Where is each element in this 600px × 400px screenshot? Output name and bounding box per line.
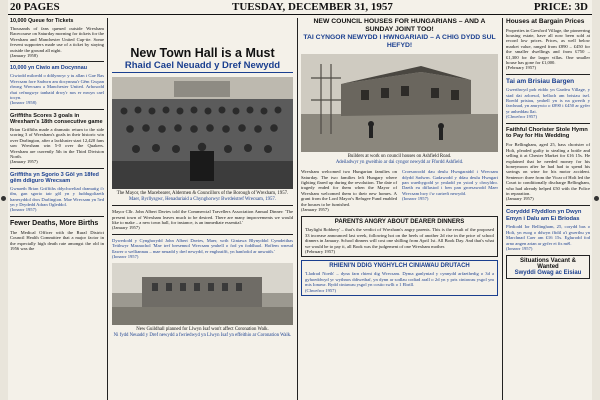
right-column [301, 18, 498, 296]
divider [10, 61, 104, 62]
box-title-welsh: RHIENI'N DDIG YNGHYLCH CINIAWAU DRUTACH [329, 263, 470, 270]
divider [10, 109, 104, 110]
dinners-box-welsh [301, 260, 498, 296]
story-date-welsh: (Ionawr 1957) [402, 196, 429, 202]
story-pair [301, 169, 498, 212]
box-date-welsh: (Chwefror 1957) [305, 287, 336, 293]
story-title: Faithful Chorister Stole Hymn to Pay for His Wedding [506, 126, 588, 140]
center-column [112, 18, 293, 339]
story-title-welsh: Coryddd Ffyddlon yn Dwyn Emyn i Dalu am Ei Briodas [506, 208, 582, 222]
story-body: Wrexham welcomed two Hungarian families on Saturday. The two families left Hungary where fighting flared up during the revolution. The date of tragedy ended for them when the Mayor of Wrexham welcomed them to their new homes. A grant from the Lord Mayor's Refugee Fund enabled the houses to be furnished. [301, 169, 397, 207]
story-body-welsh: Dywedodd y Cynghorydd John Albert Davies, Maer, wrth Giniawa Blynyddol Cymdeithas Teithwyr Masnachol 'Mae tref bresennol Wrecsam ymhell o fod yn foddhaol. Hoffem wneud llawer o welliannau – mae neuadd y dref newydd, er enghraifft, yn hanfodol ar unwaith.' [112, 237, 293, 254]
story-date: (February 1957) [506, 65, 536, 71]
council-group-photo-image [112, 77, 293, 189]
story-body: The Medical Officer with the Rural District Council Health Committee that a major factor in the especially high death rate amongst the old in 1956 was the [10, 229, 104, 251]
far-right-column [506, 18, 590, 279]
story-body-welsh: Croesawodd dau deulu Hwngaraidd i Wrecsam ddydd Sadwrn. Gadawodd y ddau deulu Hwngari pan waethygodd yr ymladd yn ystod y chwyldro. Daeth eu diflastod i ben pan groesawodd Maer Wrecsam hwy i'w cartrefi newydd. [402, 169, 498, 196]
story-date: (January 1957) [301, 207, 329, 213]
divider [112, 234, 293, 235]
guildhall-photo-image [112, 263, 293, 325]
price: PRICE: 3D [533, 1, 588, 13]
story-body-welsh: Gwerthwyd pob eiddo yn Gardeu Village, y stad dai arloesol, bellach am brisiau isel. Roedd prisiau, ymhell yn is na gwerth y farchnad, yn amrywio o £890 i £450 ar gyfer yr anheddau llai. [506, 87, 590, 114]
story-body: Brian Griffiths made a dramatic return to the side scoring 3 of Wrexham's goals in their historic win over Darlington, after a lackluster start 12,420 fans saw Wrexham win 5-0 over the Quakers. Wrexham are currently 5th in the Third Division North. [10, 126, 104, 159]
box-body-welsh: 'Lladrad Noeth' – dyna farn rhieni dig Wrecsam. Dyma ganlyniad y cynnydd arfaethedig o 3d a gyhoeddwyd yr wythnos ddiwethaf, yn dynn ar sodlau codiad arall o 2d yn y pris ciniawau ysgol ym mis Ionawr. Bydd ciniawau ysgol yn costio swllt o 1 Ebrill. [305, 271, 494, 288]
story-title-welsh: 10,000 yn Ciwio am Docynnau [10, 65, 87, 72]
divider [10, 216, 104, 217]
column-rule [502, 18, 503, 400]
story-body: Mayor Cllr. John Albert Davies told the Commercial Travellers Association Annual Dinner: 'The present town of Wrexham leaves much to be desired. There are many improvements we would like to make – a new town hall, for instance, is an immediate essential.' [112, 209, 293, 225]
classifieds-box [506, 255, 590, 279]
story-date-welsh: (Chwefror 1957) [506, 114, 537, 120]
box-body: 'Daylight Robbery' – that's the verdict of Wrexham's angry parents. This is the result of the proposed 33 increase announced last week, following hot on the heels of another 2d rise in the price of school dinners in January. School dinners will cost one shilling from April 1st. All Book Day. And that's what we would be to pay it, all Book was the judgement of one Wrexham mother. [305, 227, 494, 249]
story-body-welsh: Ciwiodd miloedd o ddilynwyr y tu allan i Gae Ras Wrecsam fore Sadwrn am docynnau'r Gêm Gwpan rhwng Wrecsam a Manchester United. Arhosodd rhai cefnogwyr tanbaid drwy'r nos er mwyn cael tocyn. [10, 73, 104, 101]
story-date-welsh: (Ionawr 1957) [10, 207, 37, 213]
photo-caption: New Guildhall planned for Llwyn Isaf won't affect Coronation Walk. [136, 327, 269, 333]
story-date: (January 1957) [112, 225, 140, 231]
box-date: (February 1957) [305, 249, 335, 255]
photo-caption-welsh: Adeiladwyr yn gweithio ar dai cyngor newydd ar Ffordd Ashfield. [335, 159, 464, 165]
council-houses-photo-image [301, 54, 498, 152]
story-date-welsh: (Ionawr 1957) [506, 245, 533, 251]
issue-date: TUESDAY, DECEMBER 31, 1957 [232, 1, 393, 13]
story-title: Griffiths Scores 3 goals in Wrexham's 18th consecutive game [10, 112, 103, 125]
story-welsh [402, 169, 498, 212]
headline: New Town Hall is a Must [130, 46, 275, 60]
story-title: 10,000 Queue for Tickets [10, 18, 74, 24]
story-date-welsh: (Ionawr 1957) [112, 254, 139, 260]
story-date: (January 1957) [506, 196, 534, 202]
newspaper-page [8, 0, 592, 400]
guildhall-photo [112, 263, 293, 325]
story-body-welsh: Gwnaeth Brian Griffiths ddychweliad dramatig i'r tîm, gan sgorio tair gôl yn y fuddugoliaeth hanesyddol dros Darlington. Mae Wrecsam yn 5ed yn y Drydedd Adran Ogleddol. [10, 185, 104, 207]
story-title-welsh: Tai am Brisiau Bargen [506, 77, 575, 85]
box-title: PARENTS ANGRY ABOUT DEARER DINNERS [334, 219, 465, 226]
photo-caption: Builders at work on council houses on Ashfield Road. [347, 154, 452, 159]
column-rule [107, 18, 108, 400]
divider [506, 205, 590, 206]
headline: NEW COUNCIL HOUSES FOR HUNGARIANS – AND A SUNDAY JOINT TOO! [313, 18, 486, 33]
photo-caption: The Mayor, the Macebearer, Aldermen & Councillors of the Borough of Wrexham, 1957. [116, 191, 289, 196]
spacer [112, 18, 293, 46]
council-group-photo [112, 77, 293, 189]
story-body: Properties in Gresford Village, the pioneering housing estate, have all now been sold at record low prices. Prices, as well below market value, ranged from £890 – £450 for the smaller dwellings and from £750 – £1,300 for the larger villas. One smaller house has gone for £1,000. [506, 27, 590, 65]
story-english [301, 169, 397, 212]
headline-welsh: TAI CYNGOR NEWYDD I HWNGARIAID – A CHIG DYDD SUL HEFYD! [303, 34, 496, 49]
story-date-welsh: (Ionawr 1958) [10, 100, 37, 106]
divider [506, 123, 590, 124]
story-date: (January 1958) [10, 53, 38, 59]
page-count: 20 PAGES [10, 1, 60, 13]
story-body: Thousands of fans queued outside Wrexham Racecourse on Saturday morning for tickets for the Wrexham and Manchester United Cup-tie. Some fervent supporters made use of a ticket by staying outside the ground all night. [10, 26, 105, 53]
story-body-welsh: Plediodd Ior Bellingham, 25, corydd bas o Holt, yn euog o ddwyn ffidil a'i gwerthu yn Marchnad Caer am £16 15s. Eglurodd fod arno angen arian ar gyfer ei fis mêl. [506, 224, 590, 246]
divider [506, 74, 590, 75]
divider [10, 168, 104, 169]
pushpin-icon [594, 196, 599, 201]
story-title-welsh: Griffiths yn Sgorio 3 Gôl yn 18fed gêm ddiguro Wrecsam [10, 171, 99, 184]
divider [112, 205, 293, 206]
story-body: For Bellingham, aged 25, bass chorister of Holt, pleaded guilty to stealing a bottle and selling it at Chester Market for £16 15s. He explained that he needed money for his honeymoon after he had had to spend his savings on wine for his motor accident. Sentence: three from the Vicar of Holt led the Court to conditionally discharge Bellingham, who had already helped £50 with the Police in reparation. [506, 142, 590, 196]
left-column [10, 18, 104, 251]
classifieds-title: Situations Vacant & Wanted [519, 258, 576, 271]
column-rule [297, 18, 298, 400]
story-title: Fewer Deaths, More Births [10, 219, 99, 227]
story-title: Houses at Bargain Prices [506, 18, 585, 25]
classifieds-title-welsh: Swyddi Gwag ac Eisiau [514, 270, 582, 277]
photo-caption-welsh: Ni fydd Neuadd y Dref newydd a fwriedwyd yn Llwyn Isaf yn effeithio ar Coronation Walk. [113, 333, 292, 339]
headline-welsh: Rhaid Cael Neuadd y Dref Newydd [112, 60, 293, 73]
photo-caption-welsh: Maer, Byrllysgwr, Henaduriaid a Chynghorwyr Bwrdeistref Wrecsam, 1957. [128, 196, 277, 202]
dinners-box [301, 216, 498, 257]
pushpin-icon [1, 196, 6, 201]
dateline-bar [8, 0, 592, 15]
story-date: (January 1957) [10, 159, 38, 165]
council-houses-photo [301, 54, 498, 152]
